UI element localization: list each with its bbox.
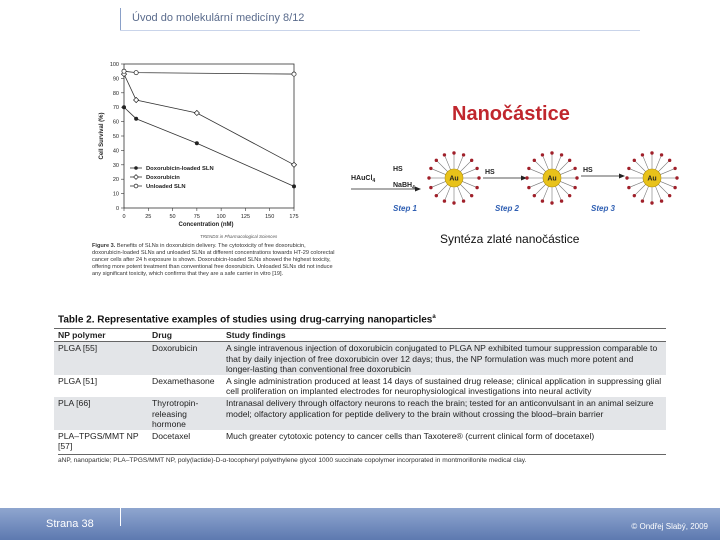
step-3-label: Step 3 <box>591 204 616 213</box>
ligand-chain <box>629 181 644 187</box>
ligand-head <box>573 186 576 189</box>
step-1-label: Step 1 <box>393 204 418 213</box>
figure-caption-label: Figure 3. <box>92 243 116 249</box>
ligand-head <box>560 199 563 202</box>
gold-synthesis-scheme <box>345 143 705 217</box>
ligand-chain <box>555 186 561 201</box>
reagent-thiol-2: HS <box>485 169 495 176</box>
reagent-haucl4: HAuCl$_4$ <box>351 175 376 184</box>
ligand-head <box>675 176 678 179</box>
y-tick-label: 80 <box>112 90 119 97</box>
copyright: © Ondřej Slabý, 2009 <box>631 522 708 531</box>
ligand-head <box>541 153 544 156</box>
ligand-head <box>668 159 671 162</box>
ligand-head <box>641 199 644 202</box>
header-drug: Drug <box>148 329 222 342</box>
ligand-head <box>541 199 544 202</box>
cell-polymer: PLGA [55] <box>54 342 148 375</box>
footer-bar <box>0 508 720 540</box>
ligand-head <box>533 194 536 197</box>
ligand-head <box>568 194 571 197</box>
data-point <box>194 110 199 115</box>
ligand-chain <box>431 181 446 187</box>
ligand-chain <box>534 184 545 195</box>
ligand-head <box>475 186 478 189</box>
ligand-head <box>550 201 553 204</box>
core-label: Au <box>647 175 657 183</box>
ligand-head <box>452 151 455 154</box>
ligand-chain <box>660 181 675 187</box>
ligand-head <box>650 151 653 154</box>
ligand-head <box>443 199 446 202</box>
y-tick-label: 0 <box>115 206 119 212</box>
legend-marker <box>134 184 138 188</box>
ligand-head <box>462 199 465 202</box>
ligand-head <box>650 201 653 204</box>
synthesis-caption: Syntéza zlaté nanočástice <box>440 232 580 246</box>
series-line <box>124 74 294 165</box>
header-rule <box>120 30 640 31</box>
ligand-head <box>668 194 671 197</box>
slide-title: Nanočástice <box>452 103 570 125</box>
cell-survival-chart <box>88 56 312 242</box>
ligand-chain <box>431 168 446 174</box>
ligand-chain <box>629 168 644 174</box>
y-tick-label: 100 <box>109 62 119 68</box>
y-tick-label: 90 <box>112 76 119 83</box>
ligand-head <box>429 186 432 189</box>
cell-findings: A single administration produced at least 14 days of sustained drug release; clinical application in suppressing glial cell proliferation on implanted electrodes for neurophysiological investigations into neural activity <box>226 375 662 397</box>
ligand-head <box>573 167 576 170</box>
y-tick-label: 60 <box>112 119 119 126</box>
ligand-head <box>452 201 455 204</box>
chart-ylabel: Cell Survival (%) <box>99 112 105 160</box>
x-tick-label: 25 <box>145 214 152 220</box>
data-point <box>291 162 296 167</box>
table-footnote: aNP, nanoparticle; PLA–TPGS/MMT NP, poly(lactide)-D-α-tocopheryl polyethylene glycol 1000 succinate copolymer incorporated in montmorillonite medical clay. <box>58 454 666 464</box>
ligand-head <box>525 176 528 179</box>
data-point <box>134 71 138 75</box>
y-tick-label: 10 <box>112 191 119 198</box>
ligand-chain <box>529 168 544 174</box>
figure-caption <box>92 243 336 278</box>
ligand-chain <box>560 168 575 174</box>
ligand-head <box>470 159 473 162</box>
cell-findings: Much greater cytotoxic potency to cancer cells than Taxotere® (current clinical form of docetaxel) <box>226 430 595 441</box>
legend-label: Doxorubicin-loaded SLN <box>146 166 214 172</box>
header-divider <box>120 8 121 30</box>
data-point <box>292 72 296 76</box>
ligand-chain <box>642 155 648 170</box>
step-2-label: Step 2 <box>495 204 520 213</box>
ligand-head <box>673 186 676 189</box>
data-point <box>134 97 139 102</box>
header-study-findings: Study findings <box>222 329 666 342</box>
ligand-chain <box>558 184 569 195</box>
page-number: Strana 38 <box>46 518 94 530</box>
data-point <box>122 105 126 109</box>
ligand-chain <box>444 155 450 170</box>
table-header-row <box>54 329 666 342</box>
ligand-head <box>427 176 430 179</box>
cell-findings: A single intravenous injection of doxorubicin conjugated to PLGA NP exhibited tumour suppression comparable to that by daily injection of free doxorubicin over 12 days; thus, the NP formulation was much more potent and longer-lasting than conventional free doxorubicin <box>222 342 666 375</box>
data-point <box>134 117 138 121</box>
cell-drug: Dexamethasone <box>152 375 215 386</box>
ligand-head <box>633 194 636 197</box>
table-row <box>54 375 666 397</box>
ligand-head <box>435 159 438 162</box>
arrow-head-3 <box>619 174 625 179</box>
ligand-chain <box>462 168 477 174</box>
series-line <box>124 71 294 74</box>
ligand-chain <box>534 160 545 171</box>
x-tick-label: 100 <box>216 214 226 220</box>
ligand-head <box>641 153 644 156</box>
legend-label: Unloaded SLN <box>146 184 186 190</box>
chart-source: TRENDS in Pharmacological Sciences <box>200 234 278 239</box>
ligand-chain <box>560 181 575 187</box>
ligand-head <box>470 194 473 197</box>
ligand-chain <box>457 186 463 201</box>
y-tick-label: 40 <box>112 148 119 155</box>
chart-axes <box>110 62 299 220</box>
y-tick-label: 50 <box>112 134 119 140</box>
ligand-chain <box>460 184 471 195</box>
cell-drug: Doxorubicin <box>148 342 222 375</box>
cell-polymer: PLA [66] <box>54 397 148 430</box>
ligand-head <box>627 186 630 189</box>
studies-table <box>54 328 666 452</box>
ligand-chain <box>634 184 645 195</box>
nanoparticle-1 <box>427 151 480 204</box>
ligand-chain <box>634 160 645 171</box>
cell-drug: Thyrotropin-releasing hormone <box>148 397 222 430</box>
ligand-head <box>627 167 630 170</box>
ligand-head <box>475 167 478 170</box>
ligand-chain <box>658 184 669 195</box>
reagent-thiol-1: HS <box>393 166 403 173</box>
drug-nanoparticle-table <box>54 314 666 464</box>
header-title: Úvod do molekulární medicíny 8/12 <box>132 12 305 24</box>
table-row <box>54 430 666 452</box>
cell-findings: Intranasal delivery through olfactory neurons to reach the brain; tested for an anticonvulsant in an animal seizure model; olfactory application for peptide delivery to the brain without crossing the blood–brain barrier <box>222 397 666 430</box>
header-np-polymer: NP polymer <box>54 329 148 342</box>
ligand-head <box>660 199 663 202</box>
table-row <box>54 342 666 375</box>
x-tick-label: 175 <box>289 214 299 220</box>
ligand-chain <box>660 168 675 174</box>
ligand-chain <box>457 155 463 170</box>
ligand-head <box>443 153 446 156</box>
ligand-chain <box>642 186 648 201</box>
x-tick-label: 0 <box>122 214 126 220</box>
legend-marker <box>134 175 139 180</box>
data-point <box>292 184 296 188</box>
legend-label: Doxorubicin <box>146 175 180 181</box>
core-label: Au <box>547 175 557 183</box>
nanoparticle-3 <box>625 151 678 204</box>
ligand-chain <box>655 186 661 201</box>
table-title: Table 2. Representative examples of studies using drug-carrying nanoparticles$^a$ <box>58 314 436 326</box>
x-tick-label: 50 <box>169 214 176 220</box>
arrow-head-1 <box>415 187 421 192</box>
ligand-chain <box>436 160 447 171</box>
ligand-head <box>660 153 663 156</box>
ligand-head <box>527 186 530 189</box>
chart-legend <box>130 166 214 190</box>
chart-xlabel: Concentration (nM) <box>178 222 234 228</box>
ligand-head <box>575 176 578 179</box>
ligand-head <box>533 159 536 162</box>
ligand-chain <box>462 181 477 187</box>
ligand-chain <box>658 160 669 171</box>
ligand-chain <box>542 186 548 201</box>
ligand-head <box>560 153 563 156</box>
ligand-chain <box>460 160 471 171</box>
data-point <box>122 69 126 73</box>
ligand-head <box>633 159 636 162</box>
cell-polymer: PLA–TPGS/MMT NP [57] <box>58 430 139 452</box>
ligand-chain <box>444 186 450 201</box>
y-tick-label: 20 <box>112 177 119 184</box>
figure-caption-text: Benefits of SLNs in doxorubicin delivery. The cytotoxicity of free doxorubicin, doxorubicin-loaded SLNs and unloaded SLNs at different concentrations towards HT-29 colorectal cancer cells after 24 h exposure is shown. Doxorubicin-loaded SLNs showed the highest toxicity, offering more potent treatment than conventional free doxorubicin. Unloaded SLNs did not induce any significant toxicity, which confirms that they are a safe carrier in vitro [19]. <box>92 243 335 277</box>
table-row <box>54 397 666 430</box>
ligand-head <box>568 159 571 162</box>
reagent-nabh4: NaBH$_4$ <box>393 182 415 191</box>
y-tick-label: 30 <box>112 162 119 169</box>
ligand-head <box>527 167 530 170</box>
footer-divider <box>120 508 121 526</box>
ligand-chain <box>555 155 561 170</box>
x-tick-label: 75 <box>193 214 200 220</box>
ligand-chain <box>558 160 569 171</box>
ligand-chain <box>542 155 548 170</box>
reagent-thiol-3: HS <box>583 167 593 174</box>
core-label: Au <box>449 175 459 183</box>
data-point <box>195 141 199 145</box>
x-tick-label: 150 <box>265 214 275 220</box>
ligand-head <box>550 151 553 154</box>
ligand-head <box>435 194 438 197</box>
ligand-chain <box>655 155 661 170</box>
cell-drug: Docetaxel <box>152 430 191 441</box>
ligand-chain <box>529 181 544 187</box>
x-tick-label: 125 <box>240 214 251 220</box>
ligand-head <box>673 167 676 170</box>
nanoparticle-2 <box>525 151 578 204</box>
ligand-head <box>625 176 628 179</box>
ligand-chain <box>436 184 447 195</box>
cell-polymer: PLGA [51] <box>58 375 98 386</box>
ligand-head <box>429 167 432 170</box>
ligand-head <box>477 176 480 179</box>
y-tick-label: 70 <box>112 105 119 112</box>
legend-marker <box>134 166 138 170</box>
ligand-head <box>462 153 465 156</box>
